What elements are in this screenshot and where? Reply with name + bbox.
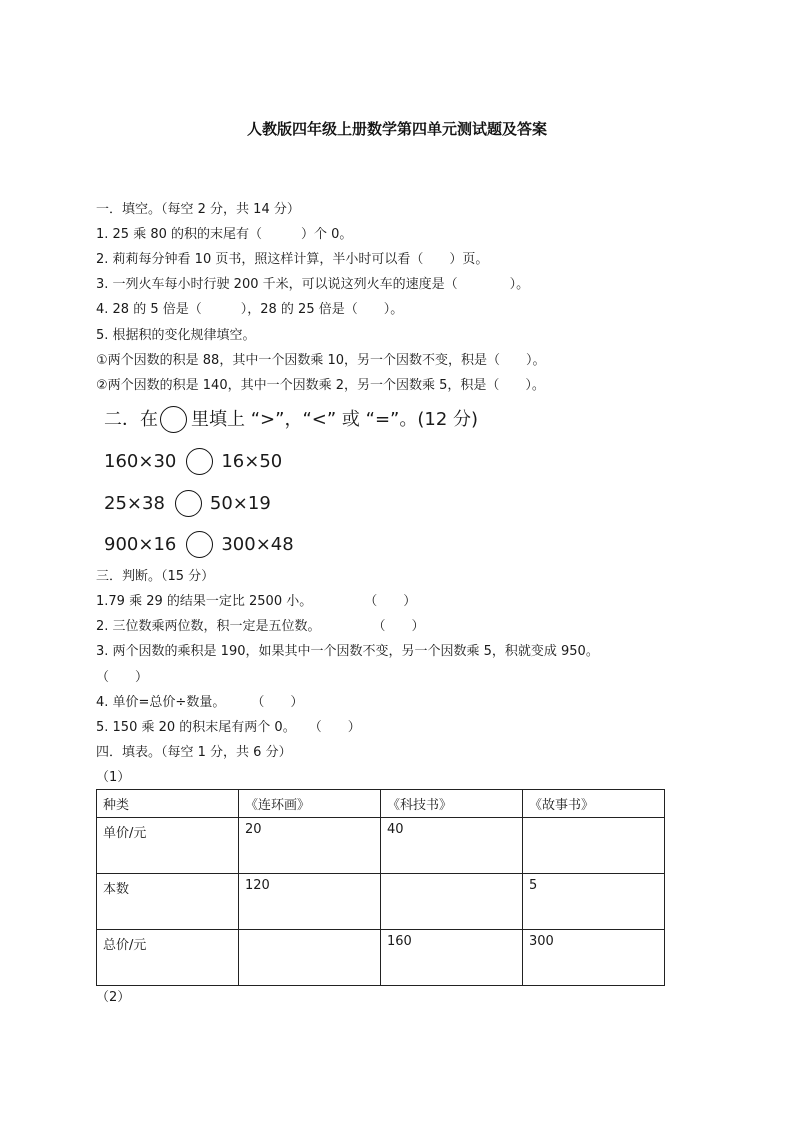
- section2-heading-after: 里填上 “>”，“<” 或 “=”。(12 分): [191, 408, 479, 430]
- table-cell: 40: [381, 818, 523, 874]
- comparison-left: 25×38: [104, 492, 165, 514]
- table-cell: 单价/元: [97, 818, 239, 874]
- section2-heading: [104, 406, 478, 433]
- section2-heading-before: 二．在: [104, 408, 158, 430]
- section3-item-1: 1.79 乘 29 的结果一定比 2500 小。 （ ）: [96, 594, 417, 609]
- table-header-cell: 《故事书》: [523, 790, 665, 818]
- table-cell: 本数: [97, 874, 239, 930]
- table-header-cell: 《连环画》: [239, 790, 381, 818]
- table-row: [97, 818, 665, 874]
- section4-part2-label: （2）: [96, 990, 131, 1005]
- table-header-cell: 种类: [97, 790, 239, 818]
- table-cell: 5: [523, 874, 665, 930]
- comparison-row-2: [104, 490, 271, 517]
- section1-item-5a: ①两个因数的积是 88，其中一个因数乘 10，另一个因数不变，积是（ ）。: [96, 353, 546, 368]
- comparison-right: 300×48: [221, 533, 294, 555]
- comparison-right: 16×50: [221, 450, 283, 472]
- table-cell-blank[interactable]: [239, 930, 381, 986]
- section1-item-5: 5. 根据积的变化规律填空。: [96, 328, 256, 343]
- section1-item-5b: ②两个因数的积是 140，其中一个因数乘 2，另一个因数乘 5，积是（ ）。: [96, 378, 545, 393]
- fill-table: [96, 789, 665, 986]
- section3-item-3-bracket: （ ）: [96, 670, 149, 685]
- section4-part1-label: （1）: [96, 770, 131, 785]
- section1-item-4: 4. 28 的 5 倍是（ ），28 的 25 倍是（ ）。: [96, 302, 404, 317]
- section1-heading: 一．填空。（每空 2 分，共 14 分）: [96, 202, 300, 217]
- comparison-row-1: [104, 448, 282, 475]
- table-cell: 160: [381, 930, 523, 986]
- table-row: [97, 930, 665, 986]
- section3-item-2: 2. 三位数乘两位数，积一定是五位数。 （ ）: [96, 619, 425, 634]
- section1-item-3: 3. 一列火车每小时行驶 200 千米，可以说这列火车的速度是（ ）。: [96, 277, 530, 292]
- table-cell: 20: [239, 818, 381, 874]
- comparison-left: 900×16: [104, 533, 177, 555]
- table-cell-blank[interactable]: [381, 874, 523, 930]
- table-cell: 120: [239, 874, 381, 930]
- section1-item-1: 1. 25 乘 80 的积的末尾有（ ）个 0。: [96, 227, 353, 242]
- section3-heading: 三．判断。（15 分）: [96, 569, 215, 584]
- answer-circle[interactable]: [175, 490, 202, 517]
- section1-item-2: 2. 莉莉每分钟看 10 页书，照这样计算，半小时可以看（ ）页。: [96, 252, 489, 267]
- section3-item-3: 3. 两个因数的乘积是 190，如果其中一个因数不变，另一个因数乘 5，积就变成 950。: [96, 644, 599, 659]
- section3-item-4: 4. 单价=总价÷数量。 （ ）: [96, 695, 304, 710]
- comparison-left: 160×30: [104, 450, 177, 472]
- table-cell: 总价/元: [97, 930, 239, 986]
- table-cell-blank[interactable]: [523, 818, 665, 874]
- table-cell: 300: [523, 930, 665, 986]
- page-title: 人教版四年级上册数学第四单元测试题及答案: [246, 120, 547, 138]
- table-header-cell: 《科技书》: [381, 790, 523, 818]
- comparison-right: 50×19: [209, 492, 271, 514]
- table-header-row: [97, 790, 665, 818]
- answer-circle[interactable]: [186, 448, 213, 475]
- circle-icon: [160, 406, 187, 433]
- comparison-row-3: [104, 531, 294, 558]
- table-row: [97, 874, 665, 930]
- section4-heading: 四．填表。（每空 1 分，共 6 分）: [96, 745, 292, 760]
- answer-circle[interactable]: [186, 531, 213, 558]
- section3-item-5: 5. 150 乘 20 的积末尾有两个 0。 （ ）: [96, 720, 361, 735]
